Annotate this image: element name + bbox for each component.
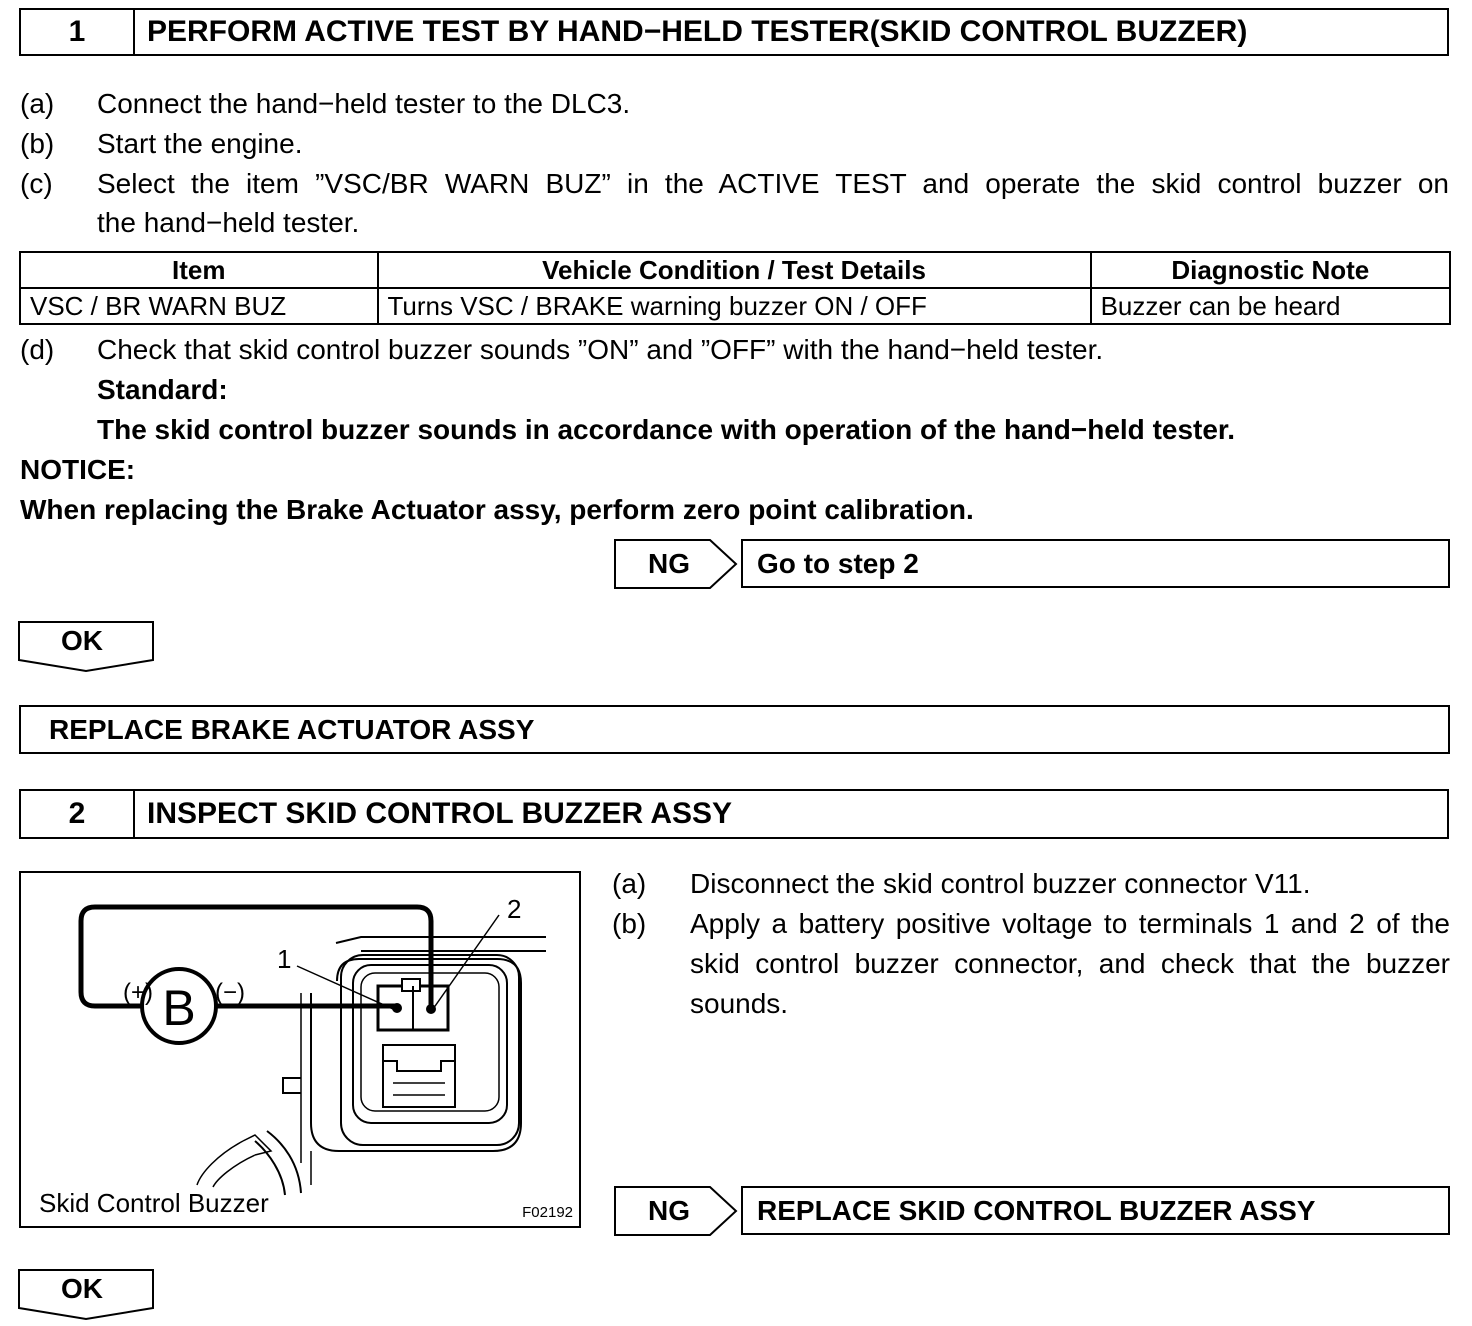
step2-item-b-text-line3: sounds. <box>690 988 789 1019</box>
notice-label: NOTICE: <box>20 454 136 485</box>
step1-ng-result: Go to step 2 <box>741 539 1450 588</box>
step2-ok-label: OK <box>61 1273 103 1304</box>
notice-text: When replacing the Brake Actuator assy, perform zero point calibration. <box>20 494 974 525</box>
table-header-note: Diagnostic Note <box>1091 252 1450 288</box>
step1-item-d-label: (d) <box>20 334 55 365</box>
step1-title: PERFORM ACTIVE TEST BY HAND−HELD TESTER(SKID CONTROL BUZZER) <box>147 15 1248 48</box>
step2-header <box>19 789 1449 839</box>
table-cell-note: Buzzer can be heard <box>1091 288 1450 324</box>
figure-code: F02192 <box>522 1204 573 1221</box>
terminal-2-label: 2 <box>507 894 522 924</box>
figure-caption: Skid Control Buzzer <box>39 1188 269 1218</box>
table-header-row <box>20 252 1450 288</box>
step1-item-c-label: (c) <box>20 168 53 199</box>
terminal-1-label: 1 <box>277 944 292 974</box>
active-test-table <box>19 251 1451 325</box>
standard-text: The skid control buzzer sounds in accordance with operation of the hand−held tester. <box>97 414 1236 445</box>
step2-item-b-text-line2: skid control buzzer connector, and check that the buzzer <box>690 948 1450 979</box>
step2-title: INSPECT SKID CONTROL BUZZER ASSY <box>147 797 733 830</box>
table-row <box>20 288 1450 324</box>
buzzer-connector-diagram <box>21 873 579 1226</box>
step2-ok-tag <box>18 1269 156 1321</box>
step1-item-a-text: Connect the hand−held tester to the DLC3. <box>97 88 631 119</box>
plus-label: (+) <box>123 979 153 1006</box>
step2-ng-label: NG <box>648 1195 690 1226</box>
step1-ok-tag <box>18 621 156 673</box>
standard-label: Standard: <box>97 374 228 405</box>
table-cell-item: VSC / BR WARN BUZ <box>20 288 378 324</box>
step2-item-b-label: (b) <box>612 908 647 939</box>
step1-ng-tag <box>614 539 738 589</box>
step2-item-b-text-line1: Apply a battery positive voltage to terminals 1 and 2 of the <box>690 908 1450 939</box>
battery-label: B <box>162 980 196 1036</box>
step2-ng-result: REPLACE SKID CONTROL BUZZER ASSY <box>741 1186 1450 1235</box>
step1-ok-result: REPLACE BRAKE ACTUATOR ASSY <box>19 705 1450 754</box>
table-header-item: Item <box>20 252 378 288</box>
step2-item-a-label: (a) <box>612 868 647 899</box>
step2-item-a-text: Disconnect the skid control buzzer connector V11. <box>690 868 1311 899</box>
step1-item-c-text-line1: Select the item ”VSC/BR WARN BUZ” in the ACTIVE TEST and operate the skid control buzzer on <box>97 168 1449 199</box>
step2-number: 2 <box>21 791 135 837</box>
step1-item-b-text: Start the engine. <box>97 128 303 159</box>
step1-number: 1 <box>21 10 135 54</box>
step1-ok-label: OK <box>61 625 103 656</box>
step1-item-b-label: (b) <box>20 128 55 159</box>
table-cell-condition: Turns VSC / BRAKE warning buzzer ON / OFF <box>378 288 1091 324</box>
step1-item-d-text: Check that skid control buzzer sounds ”ON” and ”OFF” with the hand−held tester. <box>97 334 1104 365</box>
minus-label: (−) <box>215 979 245 1006</box>
step1-item-a-label: (a) <box>20 88 55 119</box>
buzzer-test-diagram <box>19 871 581 1228</box>
step1-ng-label: NG <box>648 548 690 579</box>
table-header-condition: Vehicle Condition / Test Details <box>378 252 1091 288</box>
step1-item-c-text-line2: the hand−held tester. <box>97 207 360 238</box>
step2-ng-tag <box>614 1186 738 1236</box>
step1-header <box>19 8 1449 56</box>
